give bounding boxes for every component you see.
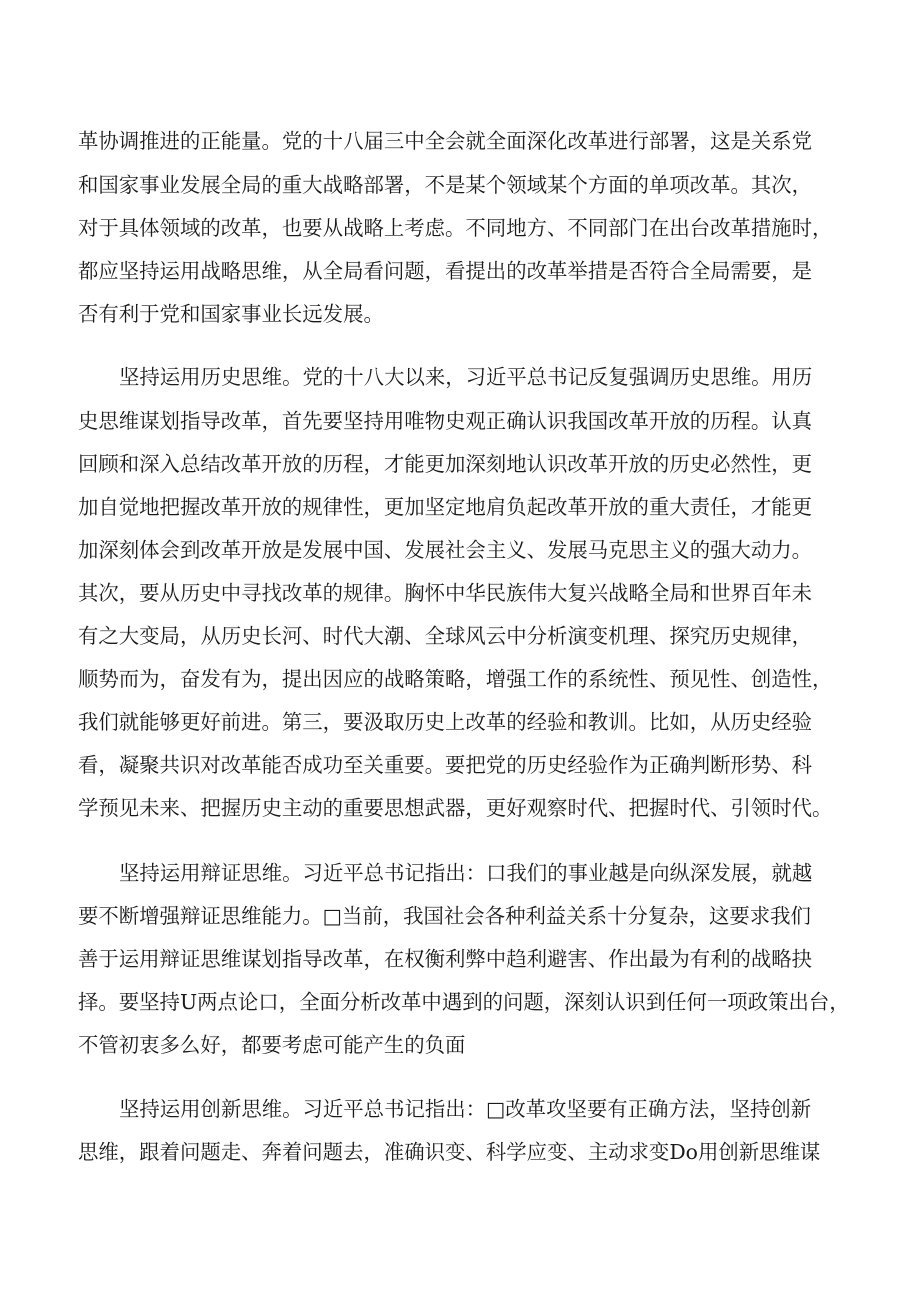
paragraph-4-line-1: 坚持运用创新思维。习近平总书记指出：□改革攻坚要有正确方法，坚持创新: [119, 1097, 812, 1121]
paragraph-2-line-2: 史思维谋划指导改革，首先要坚持用唯物史观正确认识我国改革开放的历程。认真: [78, 409, 813, 433]
paragraph-2-line-5: 加深刻体会到改革开放是发展中国、发展社会主义、发展马克思主义的强大动力。: [78, 538, 813, 562]
paragraph-1-line-5: 否有利于党和国家事业长远发展。: [78, 302, 384, 326]
paragraph-1-line-2: 和国家事业发展全局的重大战略部署，不是某个领域某个方面的单项改革。其次，: [78, 173, 813, 197]
paragraph-3-line-1: 坚持运用辩证思维。习近平总书记指出：口我们的事业越是向纵深发展，就越: [119, 861, 813, 885]
paragraph-2-line-10: 看，凝聚共识对改革能否成功至关重要。要把党的历史经验作为正确判断形势、科: [78, 753, 813, 777]
paragraph-2-line-4: 加自觉地把握改革开放的规律性，更加坚定地肩负起改革开放的重大责任，才能更: [78, 495, 813, 519]
paragraph-3-line-2: 要不断增强辩证思维能力。□当前，我国社会各种利益关系十分复杂，这要求我们: [78, 904, 811, 928]
paragraph-2-line-6: 其次，要从历史中寻找改革的规律。胸怀中华民族伟大复兴战略全局和世界百年未: [78, 581, 813, 605]
paragraph-1-line-1: 革协调推进的正能量。党的十八届三中全会就全面深化改革进行部署，这是关系党: [78, 129, 813, 153]
paragraph-3-line-4: 择。要坚持U两点论口，全面分析改革中遇到的问题，深刻认识到任何一项政策出台，: [78, 990, 850, 1014]
paragraph-3-line-5: 不管初衷多么好，都要考虑可能产生的负面: [78, 1033, 466, 1057]
paragraph-4-line-2: 思维，跟着问题走、奔着问题去，准确识变、科学应变、主动求变Do用创新思维谋: [78, 1140, 821, 1164]
paragraph-2-line-9: 我们就能够更好前进。第三，要汲取历史上改革的经验和教训。比如，从历史经验: [78, 710, 813, 734]
paragraph-1-line-4: 都应坚持运用战略思维，从全局看问题，看提出的改革举措是否符合全局需要，是: [78, 259, 813, 283]
paragraph-3-line-3: 善于运用辩证思维谋划指导改革，在权衡利弊中趋利避害、作出最为有利的战略抉: [78, 947, 813, 971]
paragraph-2-line-7: 有之大变局，从历史长河、时代大潮、全球风云中分析演变机理、探究历史规律，: [78, 624, 813, 648]
paragraph-2-line-1: 坚持运用历史思维。党的十八大以来，习近平总书记反复强调历史思维。用历: [119, 365, 813, 389]
paragraph-2-line-3: 回顾和深入总结改革开放的历程，才能更加深刻地认识改革开放的历史必然性，更: [78, 452, 813, 476]
paragraph-1-line-3: 对于具体领域的改革，也要从战略上考虑。不同地方、不同部门在出台改革措施时，: [78, 216, 833, 240]
paragraph-2-line-8: 顺势而为，奋发有为，提出因应的战略策略，增强工作的系统性、预见性、创造性，: [78, 667, 833, 691]
paragraph-2-line-11: 学预见未来、把握历史主动的重要思想武器，更好观察时代、把握时代、引领时代。: [78, 796, 833, 820]
